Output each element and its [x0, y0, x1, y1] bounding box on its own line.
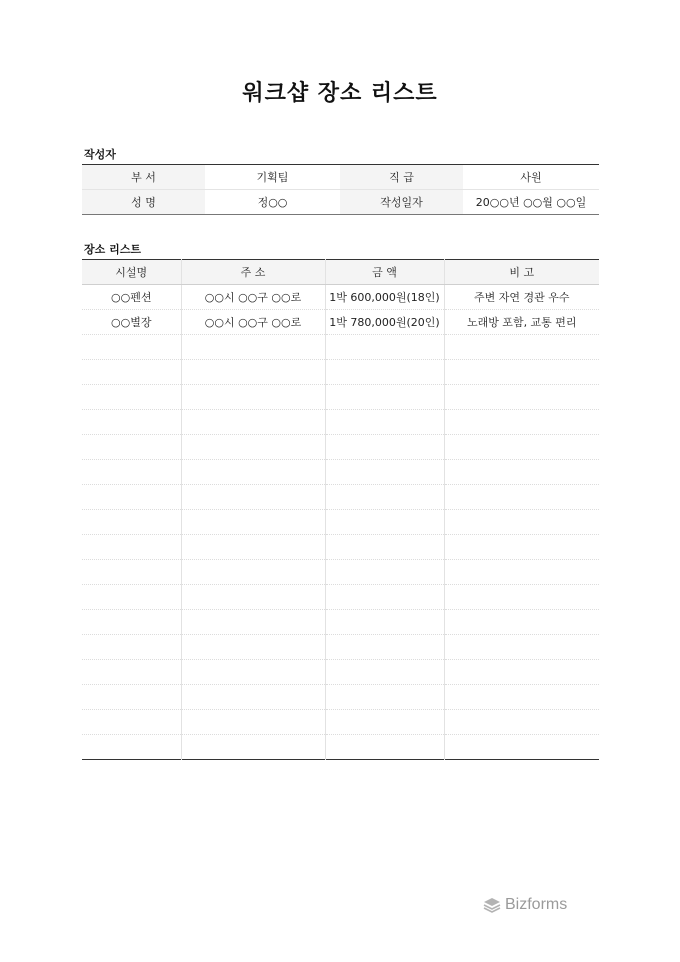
column-header: 금 액	[325, 260, 444, 285]
info-value: 20○○년 ○○월 ○○일	[463, 190, 599, 215]
empty-cell	[181, 435, 325, 460]
empty-cell	[181, 410, 325, 435]
empty-cell	[181, 635, 325, 660]
table-header-row	[82, 260, 599, 285]
empty-cell	[181, 460, 325, 485]
column-header: 주 소	[181, 260, 325, 285]
table-cell: 주변 자연 경관 우수	[444, 285, 599, 310]
empty-cell	[181, 485, 325, 510]
empty-cell	[444, 460, 599, 485]
empty-cell	[444, 510, 599, 535]
empty-table-row	[82, 610, 599, 635]
author-info-table	[82, 164, 599, 215]
column-header: 비 고	[444, 260, 599, 285]
table-cell: ○○시 ○○구 ○○로	[181, 285, 325, 310]
empty-cell	[325, 360, 444, 385]
empty-cell	[181, 685, 325, 710]
empty-cell	[325, 435, 444, 460]
info-label: 직 급	[340, 165, 463, 190]
empty-cell	[444, 585, 599, 610]
empty-cell	[444, 710, 599, 735]
empty-cell	[82, 535, 181, 560]
table-cell: ○○시 ○○구 ○○로	[181, 310, 325, 335]
empty-cell	[82, 335, 181, 360]
table-row	[82, 285, 599, 310]
empty-cell	[444, 485, 599, 510]
place-list-section-label: 장소 리스트	[84, 243, 141, 256]
empty-table-row	[82, 410, 599, 435]
empty-table-row	[82, 385, 599, 410]
empty-cell	[82, 385, 181, 410]
empty-cell	[325, 510, 444, 535]
empty-table-row	[82, 535, 599, 560]
bizforms-logo	[483, 896, 567, 914]
empty-cell	[181, 660, 325, 685]
empty-cell	[444, 335, 599, 360]
empty-cell	[325, 485, 444, 510]
empty-cell	[82, 610, 181, 635]
empty-cell	[325, 560, 444, 585]
empty-cell	[325, 535, 444, 560]
empty-table-row	[82, 585, 599, 610]
column-header: 시설명	[82, 260, 181, 285]
empty-cell	[444, 610, 599, 635]
empty-cell	[181, 560, 325, 585]
table-cell: 1박 600,000원(18인)	[325, 285, 444, 310]
empty-table-row	[82, 360, 599, 385]
empty-cell	[82, 485, 181, 510]
empty-cell	[82, 560, 181, 585]
empty-cell	[444, 685, 599, 710]
empty-cell	[444, 385, 599, 410]
empty-cell	[325, 635, 444, 660]
empty-cell	[82, 360, 181, 385]
empty-cell	[444, 535, 599, 560]
empty-cell	[82, 410, 181, 435]
empty-cell	[325, 685, 444, 710]
empty-cell	[325, 460, 444, 485]
info-label: 부 서	[82, 165, 205, 190]
empty-table-row	[82, 460, 599, 485]
empty-cell	[325, 610, 444, 635]
empty-cell	[82, 585, 181, 610]
empty-cell	[82, 660, 181, 685]
empty-cell	[444, 435, 599, 460]
empty-cell	[325, 585, 444, 610]
empty-cell	[325, 660, 444, 685]
table-row	[82, 310, 599, 335]
empty-cell	[444, 360, 599, 385]
info-label: 성 명	[82, 190, 205, 215]
empty-cell	[181, 535, 325, 560]
empty-table-row	[82, 710, 599, 735]
empty-cell	[325, 335, 444, 360]
author-section-label: 작성자	[84, 148, 116, 161]
empty-table-row	[82, 660, 599, 685]
empty-cell	[181, 360, 325, 385]
empty-table-row	[82, 485, 599, 510]
empty-cell	[181, 610, 325, 635]
stacked-layers-icon	[483, 896, 501, 914]
empty-cell	[181, 385, 325, 410]
empty-cell	[82, 710, 181, 735]
empty-table-row	[82, 510, 599, 535]
empty-table-row	[82, 635, 599, 660]
info-row	[82, 165, 599, 190]
empty-cell	[82, 435, 181, 460]
empty-cell	[181, 735, 325, 760]
empty-cell	[181, 585, 325, 610]
empty-cell	[444, 410, 599, 435]
empty-cell	[325, 385, 444, 410]
brand-name: Bizforms	[505, 896, 568, 913]
empty-cell	[444, 635, 599, 660]
empty-cell	[325, 735, 444, 760]
info-value: 정○○	[205, 190, 340, 215]
empty-cell	[82, 685, 181, 710]
empty-table-row	[82, 335, 599, 360]
empty-cell	[181, 710, 325, 735]
empty-cell	[181, 335, 325, 360]
table-cell: 1박 780,000원(20인)	[325, 310, 444, 335]
empty-cell	[82, 735, 181, 760]
place-list-table	[82, 259, 599, 760]
empty-table-row	[82, 685, 599, 710]
empty-cell	[181, 510, 325, 535]
empty-cell	[325, 410, 444, 435]
info-value: 사원	[520, 171, 542, 184]
table-cell: 노래방 포함, 교통 편리	[444, 310, 599, 335]
empty-cell	[82, 635, 181, 660]
info-label: 작성일자	[340, 190, 463, 215]
empty-cell	[444, 660, 599, 685]
document-title: 워크샵 장소 리스트	[242, 81, 438, 106]
empty-table-row	[82, 560, 599, 585]
info-value: 기획팀	[256, 171, 289, 184]
empty-cell	[82, 510, 181, 535]
empty-table-row	[82, 735, 599, 760]
info-row	[82, 190, 599, 215]
table-cell: ○○별장	[82, 310, 181, 335]
empty-cell	[325, 710, 444, 735]
empty-table-row	[82, 435, 599, 460]
table-cell: ○○펜션	[82, 285, 181, 310]
empty-cell	[444, 735, 599, 760]
empty-cell	[444, 560, 599, 585]
empty-cell	[82, 460, 181, 485]
